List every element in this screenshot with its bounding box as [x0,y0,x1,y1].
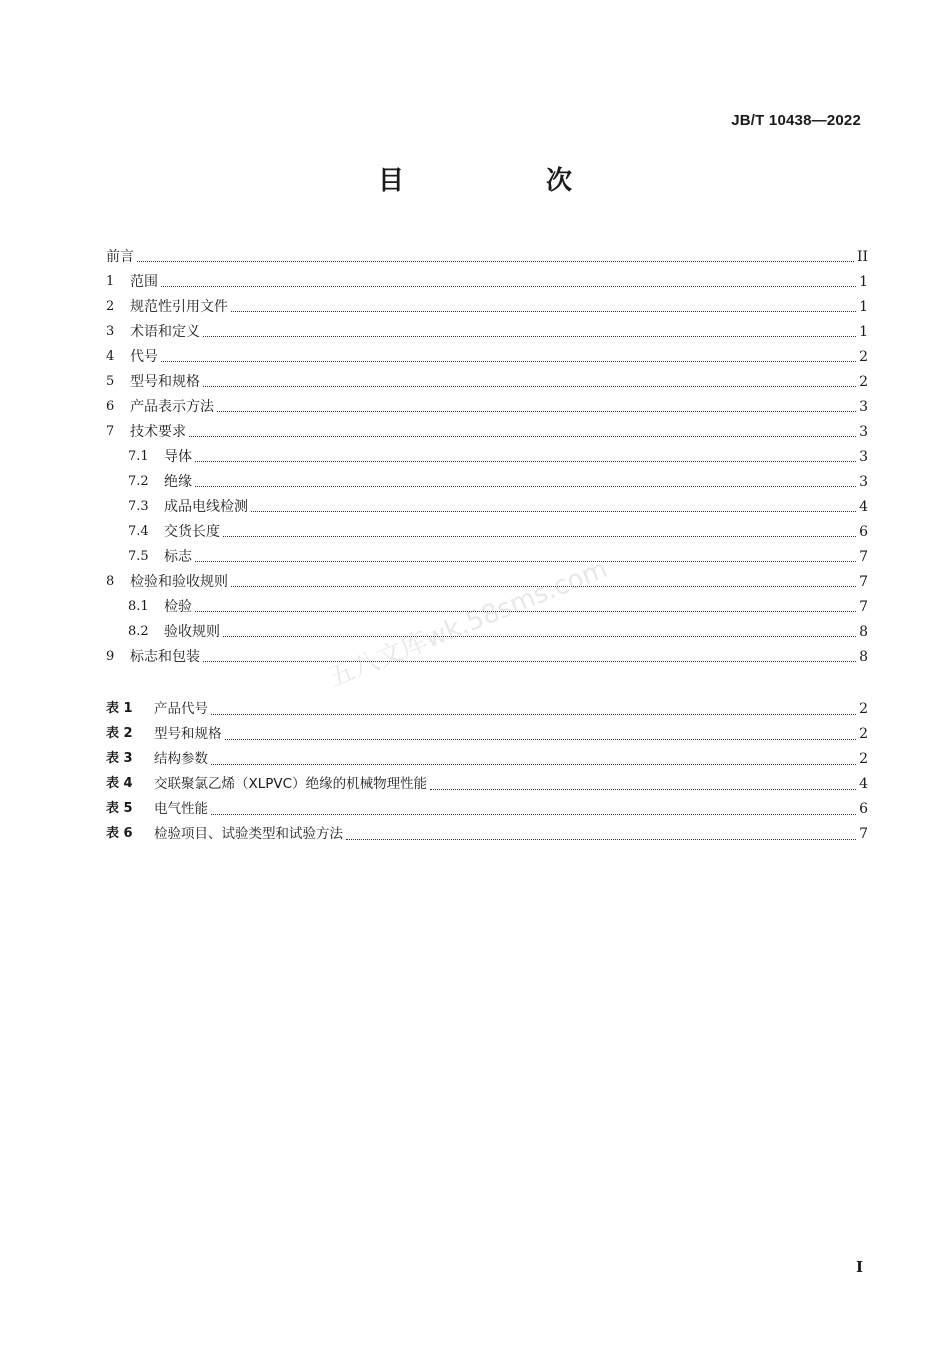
toc-entry[interactable] [106,419,868,441]
entry-title: 结构参数 [154,751,208,767]
entry-number: 表 2 [106,726,133,741]
entry-number: 表 4 [106,776,133,791]
entry-title: 绝缘 [164,474,192,490]
toc-subentry[interactable] [128,519,868,541]
entry-title: 标志 [164,549,192,565]
entry-title: 交货长度 [164,524,220,540]
dot-leader [231,311,856,312]
entry-page-number: 7 [859,574,868,590]
entry-number: 7.5 [128,549,149,564]
dot-leader [223,636,856,637]
entry-title: 产品表示方法 [130,399,214,415]
entry-title: 代号 [130,349,158,365]
toc-entry[interactable] [106,269,868,291]
entry-page-number: 1 [859,324,868,340]
dot-leader [217,411,856,412]
entry-page-number: II [856,249,868,265]
entry-page-number: 2 [859,726,868,742]
dot-leader [161,286,856,287]
entry-number: 表 1 [106,701,133,716]
watermark: 五八文库wk.58sms.com [324,553,612,694]
entry-number: 8 [106,574,115,589]
entry-title: 范围 [130,274,158,290]
dot-leader [203,386,856,387]
entry-title: 验收规则 [164,624,220,640]
entry-page-number: 2 [859,701,868,717]
dot-leader [195,486,856,487]
toc-entry[interactable] [106,569,868,591]
entry-page-number: 1 [859,299,868,315]
table-list-entry[interactable] [106,746,868,768]
entry-title: 型号和规格 [130,374,200,390]
dot-leader [195,561,856,562]
entry-page-number: 7 [859,826,868,842]
entry-number: 4 [106,349,115,364]
entry-page-number: 4 [859,499,868,515]
entry-title: 检验项目、试验类型和试验方法 [154,826,343,842]
toc-entry[interactable] [106,244,868,266]
dot-leader [211,814,856,815]
entry-title: 技术要求 [130,424,186,440]
table-list-entry[interactable] [106,796,868,818]
entry-number: 8.1 [128,599,149,614]
toc-subentry[interactable] [128,469,868,491]
entry-page-number: 7 [859,549,868,565]
entry-title: 电气性能 [154,801,208,817]
table-list-entry[interactable] [106,821,868,843]
entry-page-number: 2 [859,349,868,365]
dot-leader [189,436,856,437]
entry-number: 7.2 [128,474,149,489]
entry-title: 成品电线检测 [164,499,248,515]
entry-page-number: 7 [859,599,868,615]
entry-number: 1 [106,274,115,289]
entry-page-number: 8 [859,649,868,665]
entry-page-number: 2 [859,374,868,390]
entry-title: 导体 [164,449,192,465]
entry-title: 交联聚氯乙烯（XLPVC）绝缘的机械物理性能 [154,776,428,792]
dot-leader [137,261,854,262]
entry-number: 表 3 [106,751,133,766]
dot-leader [203,661,856,662]
entry-title: 检验 [164,599,192,615]
entry-number: 9 [106,649,115,664]
entry-page-number: 3 [859,399,868,415]
entry-number: 6 [106,399,115,414]
entry-title: 产品代号 [154,701,208,717]
entry-number: 7.4 [128,524,149,539]
dot-leader [225,739,857,740]
toc-entry[interactable] [106,294,868,316]
toc-entry[interactable] [106,394,868,416]
dot-leader [203,336,856,337]
entry-number: 8.2 [128,624,149,639]
page-number: I [855,1258,863,1276]
entry-page-number: 6 [859,801,868,817]
entry-page-number: 4 [859,776,868,792]
dot-leader [430,789,856,790]
entry-number: 7.3 [128,499,149,514]
toc-entry[interactable] [106,644,868,666]
dot-leader [251,511,856,512]
entry-page-number: 3 [859,474,868,490]
entry-number: 5 [106,374,115,389]
entry-number: 3 [106,324,115,339]
toc-subentry[interactable] [128,494,868,516]
toc-subentry[interactable] [128,544,868,566]
table-list-entry[interactable] [106,721,868,743]
entry-title: 术语和定义 [130,324,200,340]
entry-page-number: 3 [859,449,868,465]
dot-leader [211,714,856,715]
entry-page-number: 8 [859,624,868,640]
entry-number: 7.1 [128,449,149,464]
entry-title: 检验和验收规则 [130,574,228,590]
entry-title: 前言 [106,249,134,265]
entry-page-number: 3 [859,424,868,440]
entry-number: 表 5 [106,801,133,816]
table-list-entry[interactable] [106,771,868,793]
standard-code: JB/T 10438—2022 [731,112,861,129]
page-title: 目 次 [377,166,630,196]
entry-page-number: 2 [859,751,868,767]
table-list-entry[interactable] [106,696,868,718]
dot-leader [161,361,856,362]
entry-title: 标志和包装 [130,649,200,665]
toc-entry[interactable] [106,369,868,391]
dot-leader [195,461,856,462]
entry-number: 7 [106,424,115,439]
entry-number: 表 6 [106,826,133,841]
toc-subentry[interactable] [128,444,868,466]
dot-leader [223,536,856,537]
entry-page-number: 6 [859,524,868,540]
toc-entry[interactable] [106,319,868,341]
entry-page-number: 1 [859,274,868,290]
dot-leader [211,764,856,765]
entry-number: 2 [106,299,115,314]
entry-title: 型号和规格 [154,726,222,742]
toc-entry[interactable] [106,344,868,366]
dot-leader [346,839,856,840]
entry-title: 规范性引用文件 [130,299,228,315]
